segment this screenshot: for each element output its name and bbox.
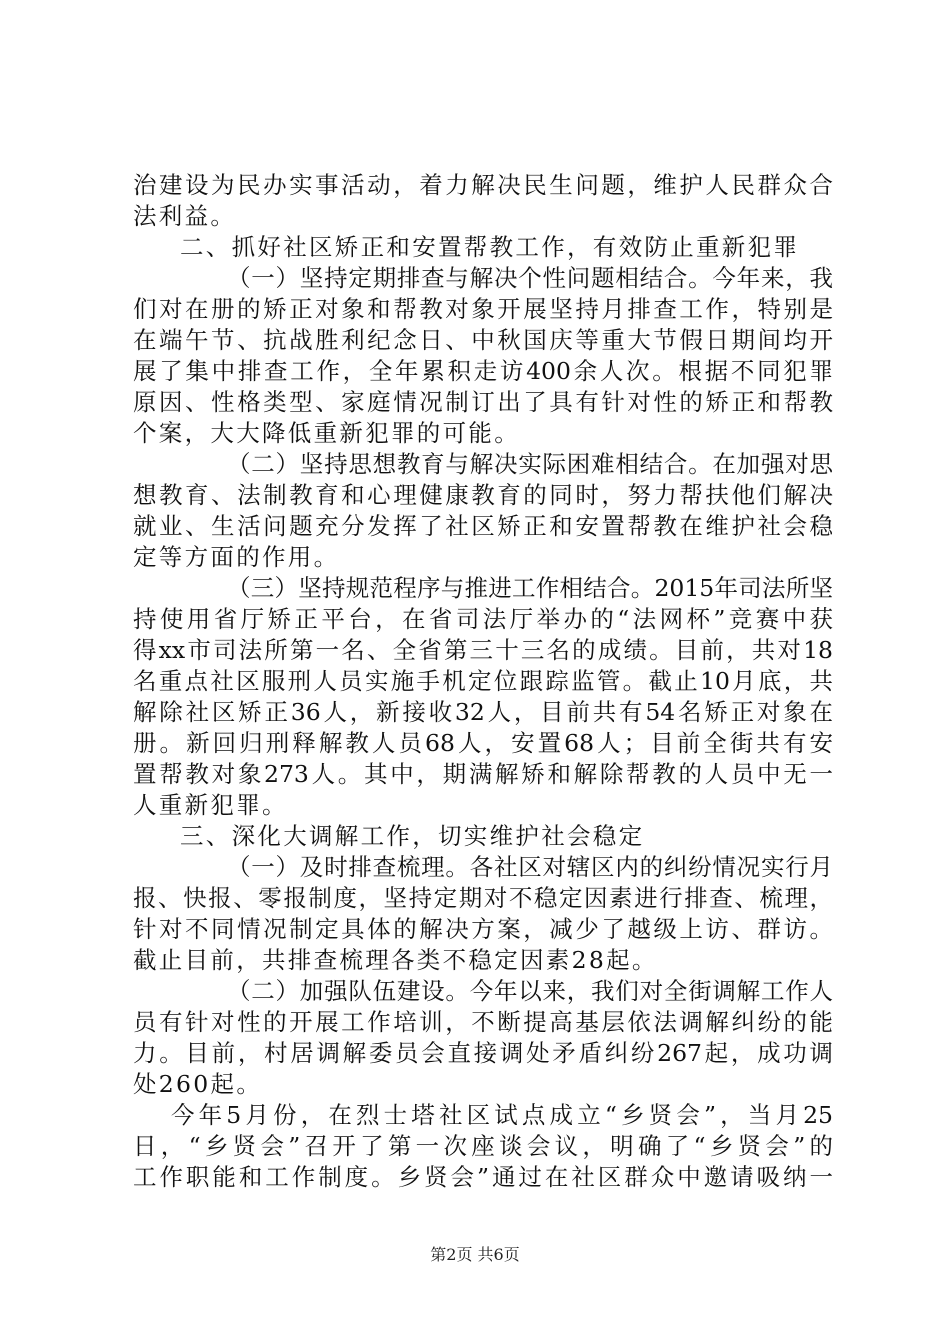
text-line: 册。新回归刑释解教人员68人，安置68人；目前全街共有安 <box>133 729 833 757</box>
text-line: 得xx市司法所第一名、全省第三十三名的成绩。目前，共对18 <box>133 636 833 664</box>
text-line: （一）坚持定期排查与解决个性问题相结合。今年来，我 <box>227 264 833 292</box>
text-line: 持使用省厅矫正平台，在省司法厅举办的“法网杯”竞赛中获 <box>133 605 833 633</box>
text-line: 力。目前，村居调解委员会直接调处矛盾纠纷267起，成功调 <box>133 1039 833 1067</box>
text-line: 解除社区矫正36人，新接收32人，目前共有54名矫正对象在 <box>133 698 833 726</box>
text-line: 法利益。 <box>133 202 237 230</box>
section-heading: 二、抓好社区矫正和安置帮教工作，有效防止重新犯罪 <box>180 233 800 261</box>
text-line: （二）加强队伍建设。今年以来，我们对全街调解工作人 <box>227 977 833 1005</box>
text-line: 想教育、法制教育和心理健康教育的同时，努力帮扶他们解决 <box>133 481 833 509</box>
text-line: （一）及时排查梳理。各社区对辖区内的纠纷情况实行月 <box>227 853 833 881</box>
text-line: 治建设为民办实事活动，着力解决民生问题，维护人民群众合 <box>133 171 833 199</box>
page-number-footer: 第2页 共6页 <box>430 1245 520 1264</box>
text-line: 定等方面的作用。 <box>133 543 340 571</box>
text-line: 工作职能和工作制度。乡贤会”通过在社区群众中邀请吸纳一 <box>133 1163 833 1191</box>
text-line: 员有针对性的开展工作培训，不断提高基层依法调解纠纷的能 <box>133 1008 833 1036</box>
text-line: 个案，大大降低重新犯罪的可能。 <box>133 419 520 447</box>
text-line: 今年5月份，在烈士塔社区试点成立“乡贤会”，当月25 <box>171 1101 833 1129</box>
text-line: 就业、生活问题充分发挥了社区矫正和安置帮教在维护社会稳 <box>133 512 833 540</box>
text-line: 在端午节、抗战胜利纪念日、中秋国庆等重大节假日期间均开 <box>133 326 833 354</box>
text-line: 置帮教对象273人。其中，期满解矫和解除帮教的人员中无一 <box>133 760 833 788</box>
text-line: 针对不同情况制定具体的解决方案，减少了越级上访、群访。 <box>133 915 833 943</box>
text-line: 名重点社区服刑人员实施手机定位跟踪监管。截止10月底，共 <box>133 667 833 695</box>
text-line: （三）坚持规范程序与推进工作相结合。2015年司法所坚 <box>227 574 833 602</box>
text-line: 展了集中排查工作，全年累积走访400余人次。根据不同犯罪 <box>133 357 833 385</box>
text-line: （二）坚持思想教育与解决实际困难相结合。在加强对思 <box>227 450 833 478</box>
document-body <box>133 170 833 1193</box>
text-line: 日，“乡贤会”召开了第一次座谈会议，明确了“乡贤会”的 <box>133 1132 833 1160</box>
section-heading: 三、深化大调解工作，切实维护社会稳定 <box>180 822 645 850</box>
text-line: 们对在册的矫正对象和帮教对象开展坚持月排查工作，特别是 <box>133 295 833 323</box>
text-line: 报、快报、零报制度，坚持定期对不稳定因素进行排查、梳理， <box>133 884 833 912</box>
text-line: 截止目前，共排查梳理各类不稳定因素28起。 <box>133 946 658 974</box>
text-line: 原因、性格类型、家庭情况制订出了具有针对性的矫正和帮教 <box>133 388 833 416</box>
text-line: 人重新犯罪。 <box>133 791 288 819</box>
text-line: 处260起。 <box>133 1070 263 1098</box>
